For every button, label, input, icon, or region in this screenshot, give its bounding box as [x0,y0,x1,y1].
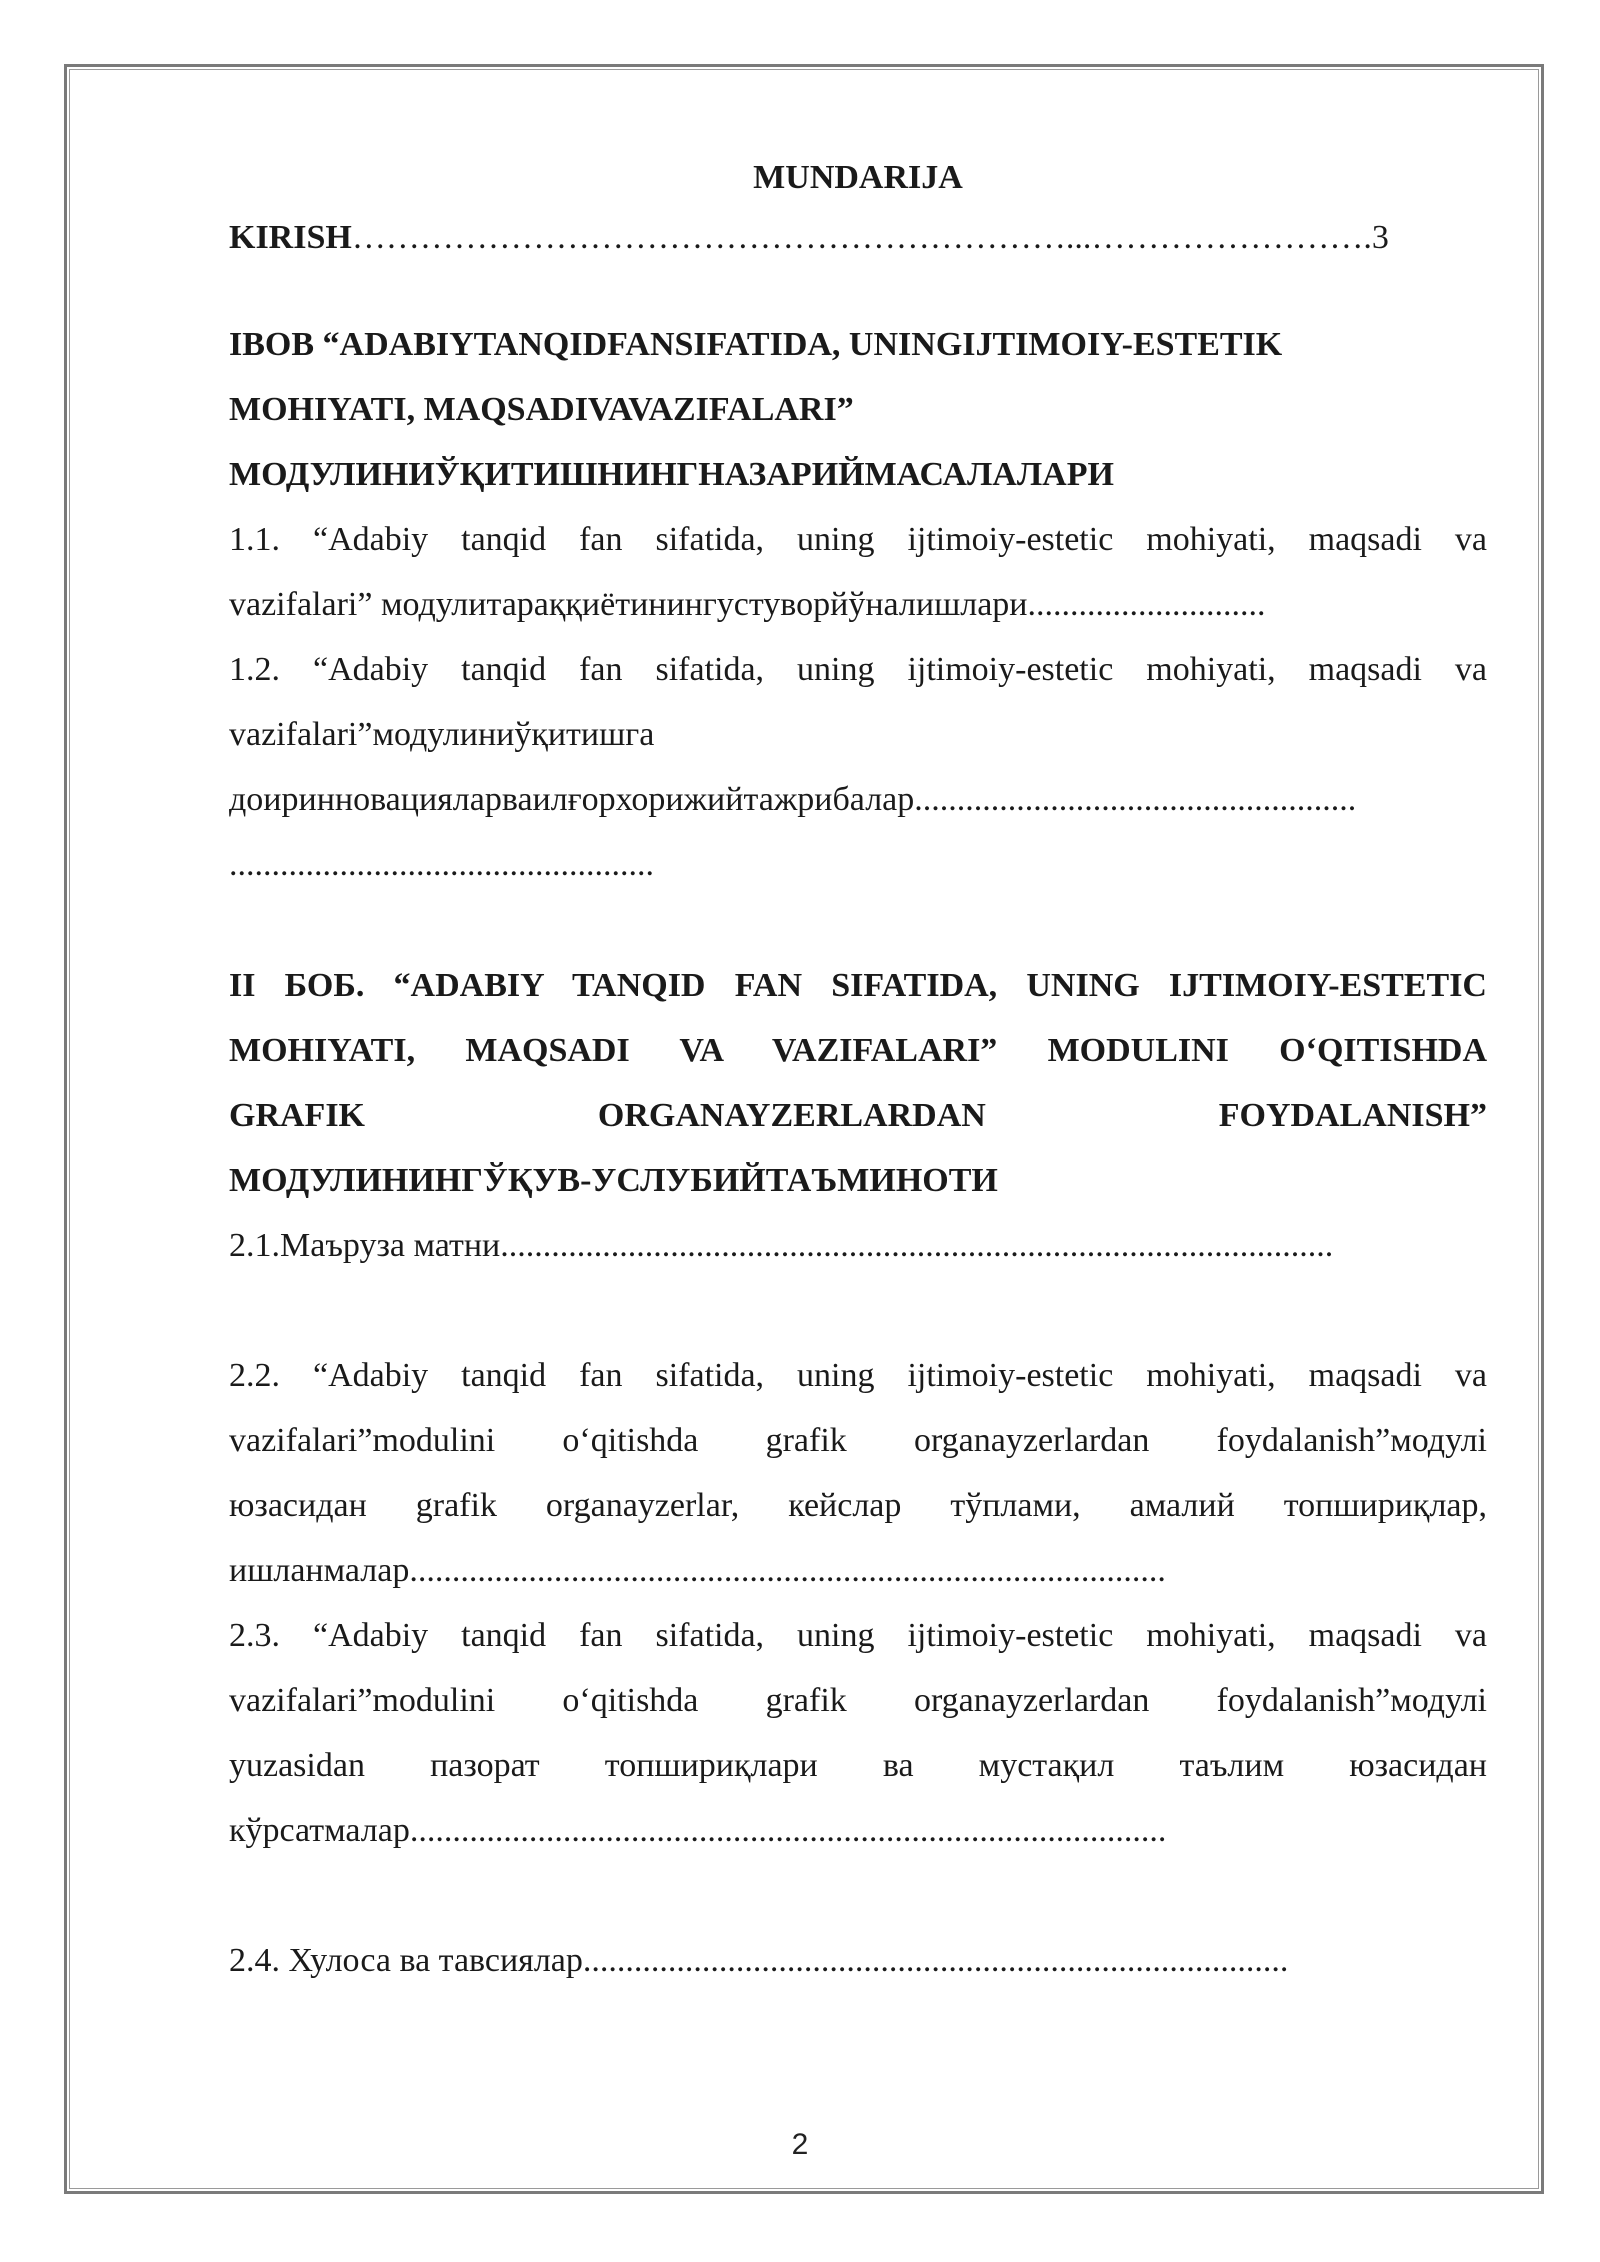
toc-entry-1-1-line-2: vazifalari” модулитараққиётинингустуворйўналишлари............................ [229,586,1266,623]
toc-entry-2-4-line-1: 2.4. Хулоса ва тавсиялар................................................................................... [229,1942,1289,1979]
toc-entry-2-3-line-1: 2.3. “Adabiy tanqid fan sifatida, uning ijtimoiy-estetic mohiyati, maqsadi va [229,1617,1487,1654]
toc-entry-1-2-line-2: vazifalari”модулиниўқитишга [229,716,655,753]
toc-entry-2-2-line-2: vazifalari”modulini o‘qitishda grafik organayzerlardan foydalanish”модулі [229,1422,1487,1459]
toc-entry-1-2[interactable] [229,637,1487,897]
toc-entry-2-2-line-3: юзасидан grafik organayzerlar, кейслар тўплами, амалий топшириқлар, [229,1487,1487,1524]
toc-entry-intro-label: KIRISH [229,219,352,256]
page-number: 2 [791,2128,809,2161]
toc-entry-2-1[interactable] [229,1213,1487,1278]
toc-entry-2-4[interactable] [229,1928,1487,1993]
toc-entry-1-1-line-1: 1.1. “Adabiy tanqid fan sifatida, uning ijtimoiy-estetic mohiyati, maqsadi va [229,521,1487,558]
toc-entry-1-1[interactable] [229,507,1487,637]
spacer [229,897,1487,953]
chapter-2-line-4: МОДУЛИНИНГЎҚУВ-УСЛУБИЙТАЪМИНОТИ [229,1162,998,1199]
toc-entry-1-2-line-3: доиринновацияларваилғорхорижийтажрибалар.................................................... [229,781,1357,818]
spacer [229,270,1487,312]
toc-entry-2-3[interactable] [229,1603,1487,1863]
toc-entry-2-3-line-4: кўрсатмалар......................................................................................... [229,1812,1167,1849]
toc-title: MUNDARIJA [753,159,963,196]
chapter-1-line-2: MOHIYATI, MAQSADIVAVAZIFALARI” [229,391,854,428]
chapter-1-heading[interactable] [229,312,1487,507]
chapter-2-line-1: II БОБ. “ADABIY TANQID FAN SIFATIDA, UNING IJTIMOIY-ESTETIC [229,967,1487,1004]
toc-entry-1-2-line-4: .................................................. [229,846,654,883]
toc-entry-2-1-line-1: 2.1.Маъруза матни.................................................................................................. [229,1227,1334,1264]
chapter-1-line-1: IBOB “ADABIYTANQIDFANSIFATIDA, UNINGIJTIMOIY-ESTETIK [229,326,1283,363]
chapter-2-heading[interactable] [229,953,1487,1213]
toc-entry-2-2-line-4: ишланмалар......................................................................................... [229,1552,1166,1589]
toc-leader: ………………………………………………………...…………………… [351,219,1364,256]
toc-entry-2-2-line-1: 2.2. “Adabiy tanqid fan sifatida, uning ijtimoiy-estetic mohiyati, maqsadi va [229,1357,1487,1394]
toc-entry-1-2-line-1: 1.2. “Adabiy tanqid fan sifatida, uning ijtimoiy-estetic mohiyati, maqsadi va [229,651,1487,688]
chapter-1-line-3: МОДУЛИНИЎҚИТИШНИНГНАЗАРИЙМАСАЛАЛАРИ [229,456,1114,493]
spacer [229,1278,1487,1343]
toc-entry-2-2[interactable] [229,1343,1487,1603]
chapter-2-line-3: GRAFIK ORGANAYZERLARDAN FOYDALANISH” [229,1097,1487,1134]
spacer [229,1863,1487,1928]
toc-entry-intro[interactable] [229,205,1487,270]
toc-page-number: .3 [1363,219,1389,256]
table-of-contents [229,150,1487,1993]
chapter-2-line-2: MOHIYATI, MAQSADI VA VAZIFALARI” MODULINI O‘QITISHDA [229,1032,1487,1069]
toc-entry-2-3-line-3: yuzasidan пазорат топшириқлари ва мустақил таълим юзасидан [229,1747,1487,1784]
toc-entry-2-3-line-2: vazifalari”modulini o‘qitishda grafik organayzerlardan foydalanish”модулі [229,1682,1487,1719]
